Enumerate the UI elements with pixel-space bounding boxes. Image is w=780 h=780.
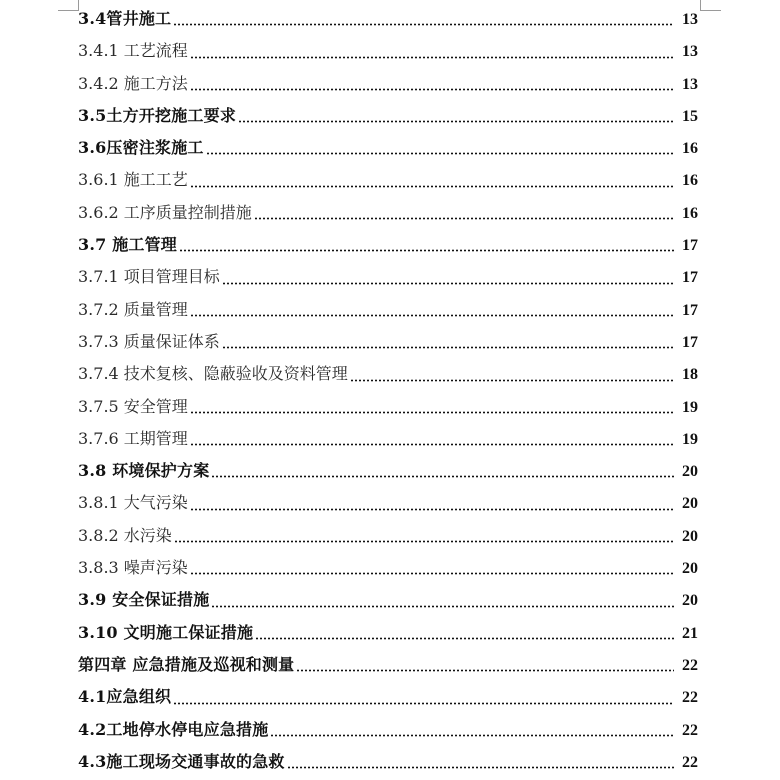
toc-entry-page: 19 (682, 430, 698, 448)
toc-entry-title: 3.6压密注浆施工 (78, 138, 204, 158)
toc-entry[interactable] (78, 391, 698, 423)
toc-entry-title: 第四章 应急措施及巡视和测量 (78, 654, 295, 674)
toc-entry-page: 20 (682, 560, 698, 578)
toc-entry-page: 17 (682, 237, 698, 255)
toc-entry-page: 13 (682, 75, 698, 93)
dot-leader (190, 88, 674, 91)
toc-entry-page: 21 (682, 624, 698, 642)
toc-entry-title: 3.5土方开挖施工要求 (78, 105, 237, 125)
toc-entry-page: 15 (682, 107, 698, 125)
dot-leader (173, 23, 674, 26)
toc-entry-title: 4.3施工现场交通事故的急救 (78, 751, 285, 771)
toc-entry[interactable] (78, 681, 698, 713)
toc-entry[interactable] (78, 132, 698, 164)
toc-entry-title: 3.4.2 施工方法 (78, 73, 188, 93)
toc-entry-title: 3.7.3 质量保证体系 (78, 331, 220, 351)
dot-leader (255, 637, 674, 640)
toc-entry[interactable] (78, 164, 698, 196)
toc-entry[interactable] (78, 649, 698, 681)
dot-leader (222, 346, 674, 349)
toc-entry-page: 17 (682, 301, 698, 319)
dot-leader (190, 443, 674, 446)
toc-entry[interactable] (78, 294, 698, 326)
toc-entry-title: 3.4管井施工 (78, 9, 172, 28)
dot-leader (211, 475, 674, 478)
page-corner-mark-left (58, 0, 79, 11)
toc-entry-title: 3.6.2 工序质量控制措施 (78, 202, 252, 222)
toc-entry[interactable] (78, 358, 698, 390)
dot-leader (179, 249, 674, 252)
dot-leader (174, 540, 674, 543)
toc-entry-title: 4.1应急组织 (78, 687, 172, 707)
toc-entry-page: 17 (682, 333, 698, 351)
toc-entry-title: 3.7.5 安全管理 (78, 396, 188, 416)
toc-entry-page: 17 (682, 269, 698, 287)
toc-entry[interactable] (78, 520, 698, 552)
toc-entry-page: 16 (682, 140, 698, 158)
dot-leader (350, 379, 674, 382)
dot-leader (222, 282, 674, 285)
toc-entry-page: 13 (682, 43, 698, 61)
table-of-contents (78, 3, 698, 778)
toc-entry[interactable] (78, 552, 698, 584)
dot-leader (190, 56, 674, 59)
toc-entry-page: 16 (682, 172, 698, 190)
dot-leader (206, 152, 674, 155)
toc-entry-page: 20 (682, 527, 698, 545)
toc-entry-title: 3.6.1 施工工艺 (78, 170, 188, 190)
dot-leader (238, 120, 674, 123)
dot-leader (287, 766, 674, 769)
dot-leader (254, 217, 674, 220)
dot-leader (190, 185, 674, 188)
toc-entry[interactable] (78, 423, 698, 455)
toc-entry-page: 22 (682, 656, 698, 674)
toc-entry[interactable] (78, 584, 698, 616)
toc-entry[interactable] (78, 617, 698, 649)
toc-entry-title: 3.7.6 工期管理 (78, 428, 188, 448)
toc-entry-title: 3.10 文明施工保证措施 (78, 622, 254, 642)
dot-leader (190, 508, 674, 511)
toc-entry-title: 3.7.1 项目管理目标 (78, 267, 220, 287)
toc-entry[interactable] (78, 261, 698, 293)
toc-entry-title: 3.7.2 质量管理 (78, 299, 188, 319)
toc-entry[interactable] (78, 714, 698, 746)
toc-entry-page: 20 (682, 495, 698, 513)
toc-entry[interactable] (78, 229, 698, 261)
dot-leader (190, 314, 674, 317)
page-corner-mark-right (700, 0, 721, 11)
toc-entry-title: 3.8.1 大气污染 (78, 493, 188, 513)
toc-entry[interactable] (78, 455, 698, 487)
toc-entry-page: 13 (682, 11, 698, 28)
dot-leader (270, 734, 674, 737)
dot-leader (211, 605, 674, 608)
toc-entry-title: 3.8.2 水污染 (78, 525, 172, 545)
toc-entry[interactable] (78, 197, 698, 229)
toc-entry-title: 3.7 施工管理 (78, 235, 178, 255)
toc-entry-page: 19 (682, 398, 698, 416)
toc-entry[interactable] (78, 746, 698, 778)
toc-entry-page: 22 (682, 753, 698, 771)
toc-entry-title: 3.7.4 技术复核、隐蔽验收及资料管理 (78, 364, 348, 384)
toc-entry[interactable] (78, 100, 698, 132)
toc-entry[interactable] (78, 68, 698, 100)
toc-entry[interactable] (78, 3, 698, 35)
toc-entry-title: 3.9 安全保证措施 (78, 590, 210, 610)
dot-leader (296, 669, 674, 672)
toc-entry-page: 20 (682, 463, 698, 481)
dot-leader (173, 702, 674, 705)
toc-entry-page: 18 (682, 366, 698, 384)
toc-entry[interactable] (78, 326, 698, 358)
toc-entry-title: 3.4.1 工艺流程 (78, 41, 188, 61)
toc-entry[interactable] (78, 35, 698, 67)
toc-entry-title: 3.8.3 噪声污染 (78, 558, 188, 578)
toc-entry-page: 20 (682, 592, 698, 610)
toc-entry-page: 22 (682, 721, 698, 739)
toc-entry-page: 22 (682, 689, 698, 707)
dot-leader (190, 411, 674, 414)
toc-entry-title: 3.8 环境保护方案 (78, 461, 210, 481)
dot-leader (190, 572, 674, 575)
toc-entry-title: 4.2工地停水停电应急措施 (78, 719, 269, 739)
toc-entry-page: 16 (682, 204, 698, 222)
toc-entry[interactable] (78, 487, 698, 519)
